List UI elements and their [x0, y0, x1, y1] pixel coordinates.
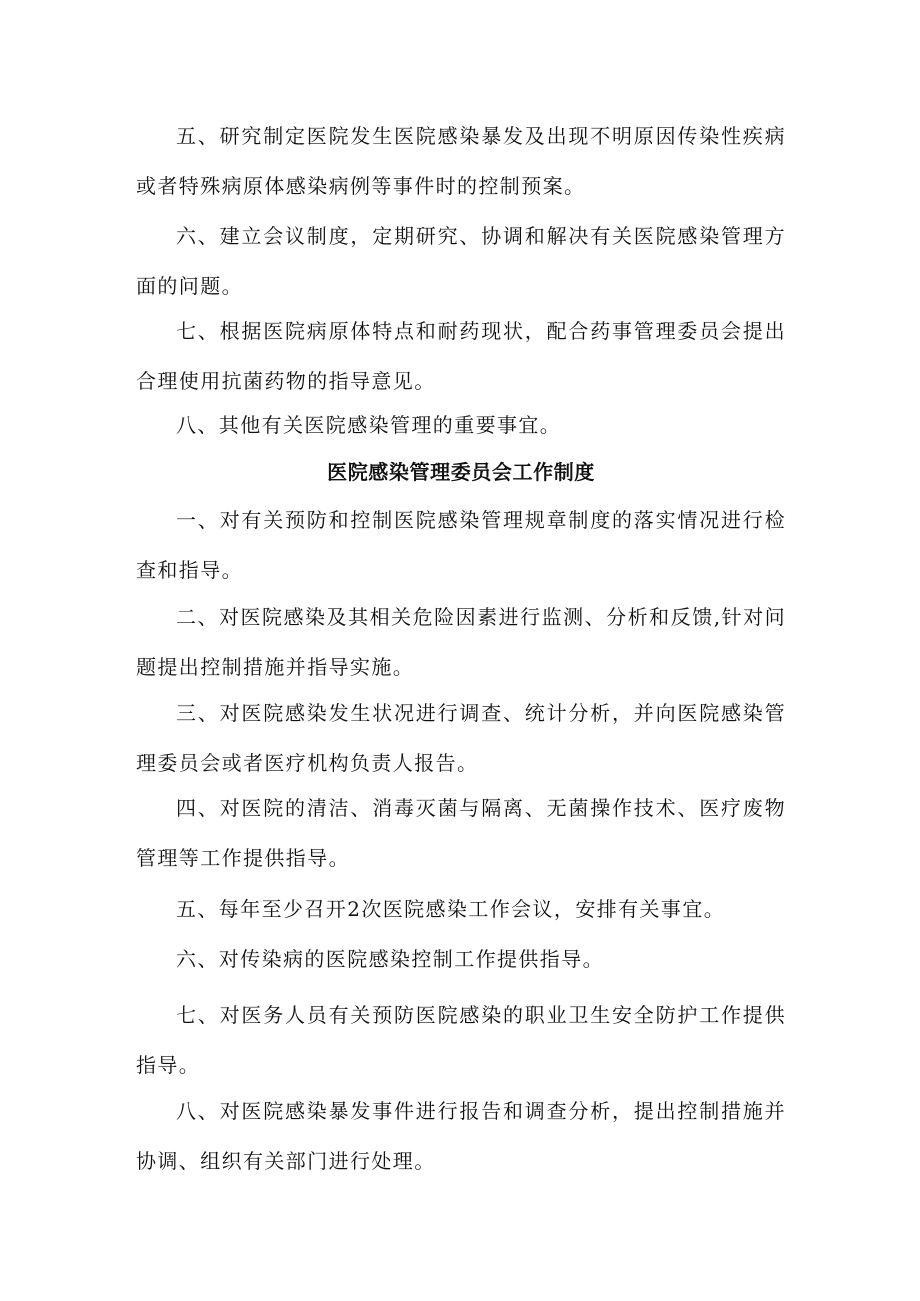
paragraph-section-1: 一、对有关预防和控制医院感染管理规章制度的落实情况进行检查和指导。	[136, 508, 786, 582]
paragraph-section-5: 五、每年至少召开2次医院感染工作会议，安排有关事宜。	[176, 897, 726, 921]
paragraph-section-4: 四、对医院的清洁、消毒灭菌与隔离、无菌操作技术、医疗废物管理等工作提供指导。	[136, 796, 786, 870]
paragraph-section-8: 八、对医院感染暴发事件进行报告和调查分析，提出控制措施并协调、组织有关部门进行处理。	[136, 1099, 786, 1173]
paragraph-section-6: 六、对传染病的医院感染控制工作提供指导。	[176, 947, 604, 971]
paragraph-section-2: 二、对医院感染及其相关危险因素进行监测、分析和反馈,针对问题提出控制措施并指导实施。	[136, 605, 786, 679]
paragraph-intro-8: 八、其他有关医院感染管理的重要事宜。	[176, 413, 562, 437]
paragraph-intro-6: 六、建立会议制度，定期研究、协调和解决有关医院感染管理方面的问题。	[136, 224, 786, 298]
paragraph-intro-7: 七、根据医院病原体特点和耐药现状，配合药事管理委员会提出合理使用抗菌药物的指导意见。	[136, 319, 786, 393]
paragraph-intro-5: 五、研究制定医院发生医院感染暴发及出现不明原因传染性疾病或者特殊病原体感染病例等事件时的控制预案。	[136, 124, 786, 198]
paragraph-section-3: 三、对医院感染发生状况进行调查、统计分析，并向医院感染管理委员会或者医疗机构负责人报告。	[136, 701, 786, 775]
paragraph-section-7: 七、对医务人员有关预防医院感染的职业卫生安全防护工作提供指导。	[136, 1003, 786, 1077]
section-title: 医院感染管理委员会工作制度	[327, 460, 595, 484]
